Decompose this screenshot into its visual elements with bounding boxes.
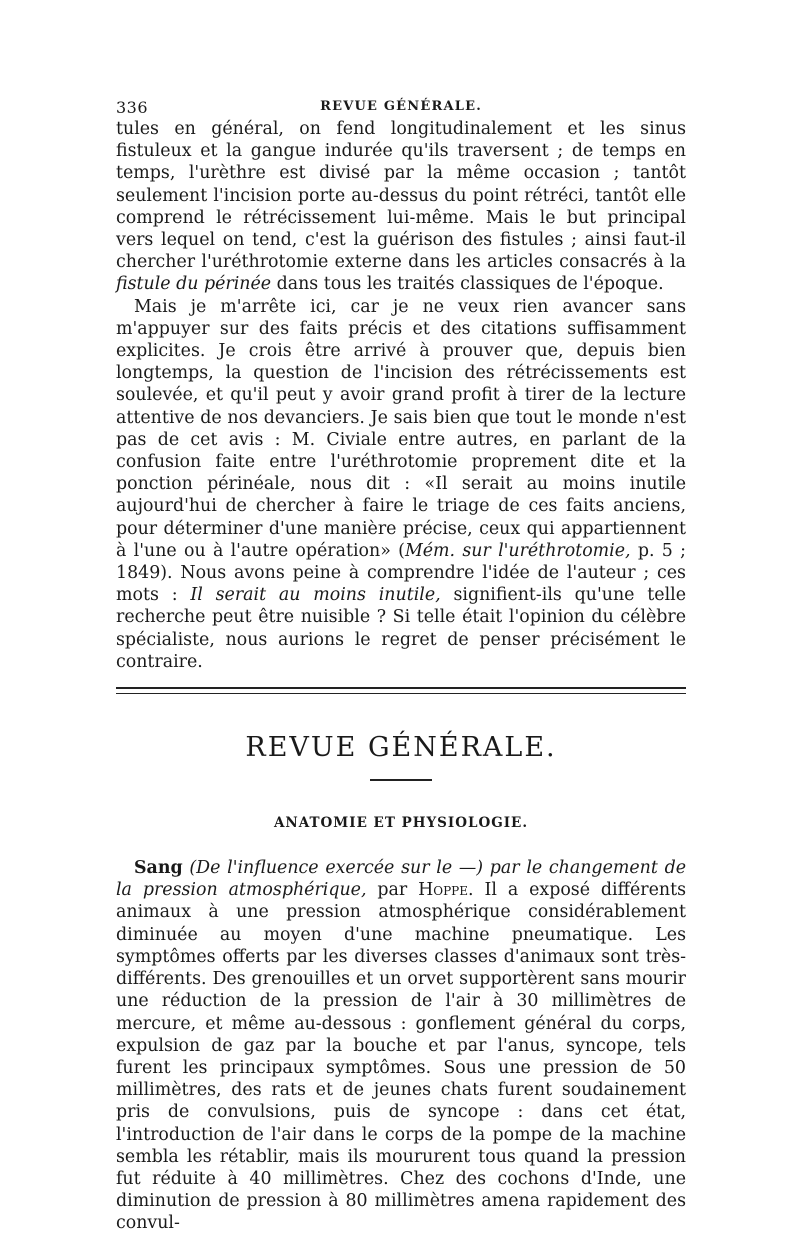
article-body: . Il a exposé différents animaux à une pression atmosphérique considérablement diminuée au moyen d'une machine pneumatique. Les symptômes offerts par les diverses classes d'animaux sont très-différents. Des grenouilles et un orvet supportèrent sans mourir une réduction de la pression de l'air à 30 millimètres de mercure, et même au-dessous : gonflement général du corps, expulsion de gaz par la bouche et par l'anus, syncope, tels furent les principaux symptômes. Sous une pression de 50 millimètres, des rats et de jeunes chats furent soudainement pris de convulsions, puis de syncope : dans cet état, l'introduction de l'air dans le corps de la pompe de la machine sembla les rétablir, mais ils moururent tous quand la pression fut réduite à 40 millimètres. Chez des cochons d'Inde, une diminution de pression à 80 millimètres amena rapidement des convul-	[116, 880, 686, 1234]
paragraph-1-end: dans tous les traités classiques de l'époque.	[271, 274, 664, 295]
quote-italic: Il serait au moins inutile,	[190, 585, 441, 606]
running-title: REVUE GÉNÉRALE.	[320, 99, 482, 114]
page	[116, 96, 686, 1252]
article-lead: Sang	[134, 858, 183, 879]
section-title: REVUE GÉNÉRALE.	[245, 732, 557, 764]
paragraph-1-italic: fistule du périnée	[116, 274, 272, 295]
paragraph-2-middle: p. 5 ; 1849). Nous avons peine à comprendre l'idée de l'auteur ; ces mots :	[116, 540, 686, 606]
section-divider	[116, 687, 686, 694]
running-head	[116, 96, 686, 118]
citation-italic: Mém. sur l'uréthrotomie,	[404, 540, 631, 561]
paragraph-2-end: signifient-ils qu'une telle recherche peut être nuisible ? Si telle était l'opinion du célèbre spécialiste, nous aurions le regret de penser précisément le contraire.	[116, 585, 686, 672]
article-par: par	[366, 880, 419, 901]
paragraph-2-text: Mais je m'arrête ici, car je ne veux rien avancer sans m'appuyer sur des faits précis et des citations suffisamment explicites. Je crois être arrivé à prouver que, depuis bien longtemps, la question de l'incision des rétrécissements est soulevée, et qu'il peut y avoir grand profit à tirer de la lecture attentive de nos devanciers. Je sais bien que tout le monde n'est pas de cet avis : M. Civiale entre autres, en parlant de la confusion faite entre l'uréthrotomie proprement dite et la ponction périnéale, nous dit : «Il serait au moins inutile aujourd'hui de chercher à faire le triage de ces faits anciens, pour déterminer d'une manière précise, ceux qui appartiennent à l'une ou à l'autre opération» (	[116, 296, 686, 561]
article-topic: (De l'influence exercée sur le —) par le changement de la pression atmosphérique,	[116, 858, 686, 901]
paragraph-2	[116, 296, 686, 673]
subsection-title: ANATOMIE ET PHYSIOLOGIE.	[273, 815, 529, 832]
article-author: Hoppe	[418, 880, 469, 901]
title-rule	[370, 779, 432, 781]
article-paragraph	[116, 857, 686, 1234]
page-number: 336	[116, 98, 149, 117]
paragraph-1-text: tules en général, on fend longitudinalement et les sinus fistuleux et la gangue indurée qu'ils traversent ; de temps en temps, l'urèthre est divisé par la même occasion ; tantôt seulement l'incision porte au-dessus du point rétréci, tantôt elle comprend le rétrécissement lui-même. Mais le but principal vers lequel on tend, c'est la guérison des fistules ; ainsi faut-il chercher l'uréthrotomie externe dans les articles consacrés à la	[116, 119, 686, 273]
continued-text	[116, 118, 686, 673]
paragraph-1	[116, 118, 686, 296]
